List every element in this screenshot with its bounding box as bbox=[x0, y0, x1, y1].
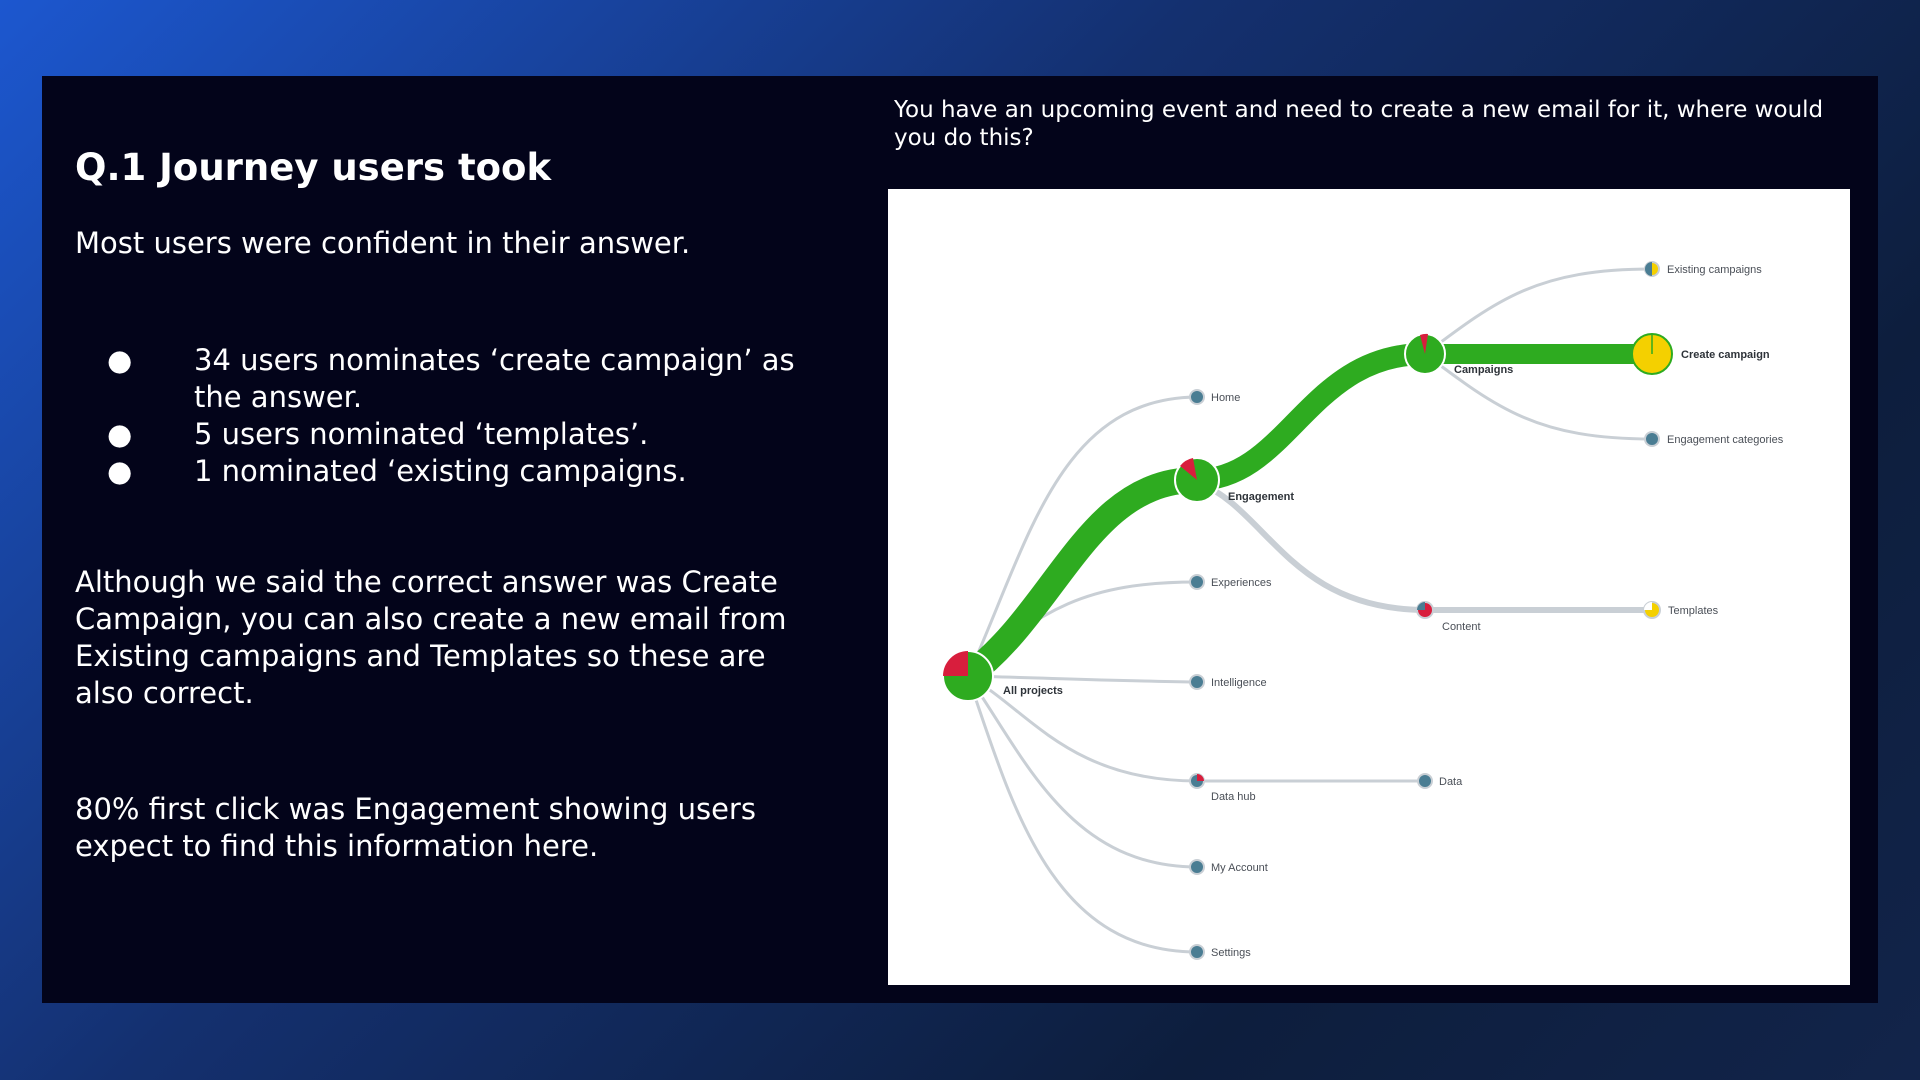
success-paths bbox=[968, 354, 1652, 676]
node-data bbox=[1418, 774, 1432, 788]
intro-text: Most users were confident in their answer. bbox=[75, 226, 691, 260]
label-intelligence: Intelligence bbox=[1211, 677, 1267, 689]
list-item-text: 34 users nominates ‘create campaign’ as the answer. bbox=[194, 343, 795, 414]
node-my-account bbox=[1190, 860, 1204, 874]
node-data-hub bbox=[1190, 774, 1204, 788]
node-create-campaign bbox=[1632, 334, 1672, 374]
path-engagement-campaigns bbox=[1197, 354, 1425, 480]
pietree-diagram bbox=[888, 189, 1850, 985]
slide bbox=[42, 76, 1878, 1003]
node-intelligence bbox=[1190, 675, 1204, 689]
node-existing-campaigns bbox=[1645, 262, 1659, 276]
findings-list bbox=[102, 342, 822, 490]
task-question: You have an upcoming event and need to create a new email for it, where would you do this? bbox=[894, 97, 1824, 151]
node-all-projects bbox=[943, 651, 993, 701]
path-all-projects-settings bbox=[968, 676, 1197, 952]
label-home: Home bbox=[1211, 392, 1241, 404]
label-data: Data bbox=[1439, 776, 1463, 788]
list-item-text: 1 nominated ‘existing campaigns. bbox=[194, 454, 687, 488]
list-item bbox=[102, 453, 822, 490]
first-click-note: 80% first click was Engagement showing users expect to find this information here. bbox=[75, 792, 756, 863]
label-engagement: Engagement bbox=[1228, 491, 1295, 503]
path-all-projects-engagement bbox=[968, 480, 1197, 676]
label-engagement-categories: Engagement categories bbox=[1667, 434, 1784, 446]
node-experiences bbox=[1190, 575, 1204, 589]
label-my-account: My Account bbox=[1211, 862, 1268, 874]
label-campaigns: Campaigns bbox=[1454, 364, 1514, 376]
node-home bbox=[1190, 390, 1204, 404]
list-item-text: 5 users nominated ‘templates’. bbox=[194, 417, 649, 451]
label-all-projects: All projects bbox=[1003, 685, 1063, 697]
label-experiences: Experiences bbox=[1211, 577, 1272, 589]
label-settings: Settings bbox=[1211, 947, 1251, 959]
node-engagement bbox=[1175, 458, 1219, 502]
list-item bbox=[102, 416, 822, 453]
node-templates bbox=[1644, 602, 1660, 618]
bullet-icon: ● bbox=[107, 454, 133, 488]
node-campaigns bbox=[1405, 334, 1445, 374]
bullet-icon: ● bbox=[107, 343, 133, 377]
node-engagement-categories bbox=[1645, 432, 1659, 446]
path-all-projects-intelligence bbox=[968, 676, 1197, 682]
correct-answer-note: Although we said the correct answer was Create Campaign, you can also create a new email from Existing campaigns and Templates so these are also correct. bbox=[75, 565, 787, 710]
pietree-svg bbox=[888, 189, 1850, 985]
label-create-campaign: Create campaign bbox=[1681, 349, 1770, 361]
path-campaigns-existing bbox=[1425, 269, 1652, 354]
slide-title: Q.1 Journey users took bbox=[75, 146, 552, 189]
node-settings bbox=[1190, 945, 1204, 959]
label-existing-campaigns: Existing campaigns bbox=[1667, 264, 1762, 276]
failure-slice bbox=[943, 651, 968, 676]
label-data-hub: Data hub bbox=[1211, 791, 1256, 803]
bullet-icon: ● bbox=[107, 417, 133, 451]
list-item bbox=[102, 342, 822, 416]
label-content: Content bbox=[1442, 621, 1481, 633]
label-templates: Templates bbox=[1668, 605, 1719, 617]
node-content bbox=[1417, 602, 1433, 618]
